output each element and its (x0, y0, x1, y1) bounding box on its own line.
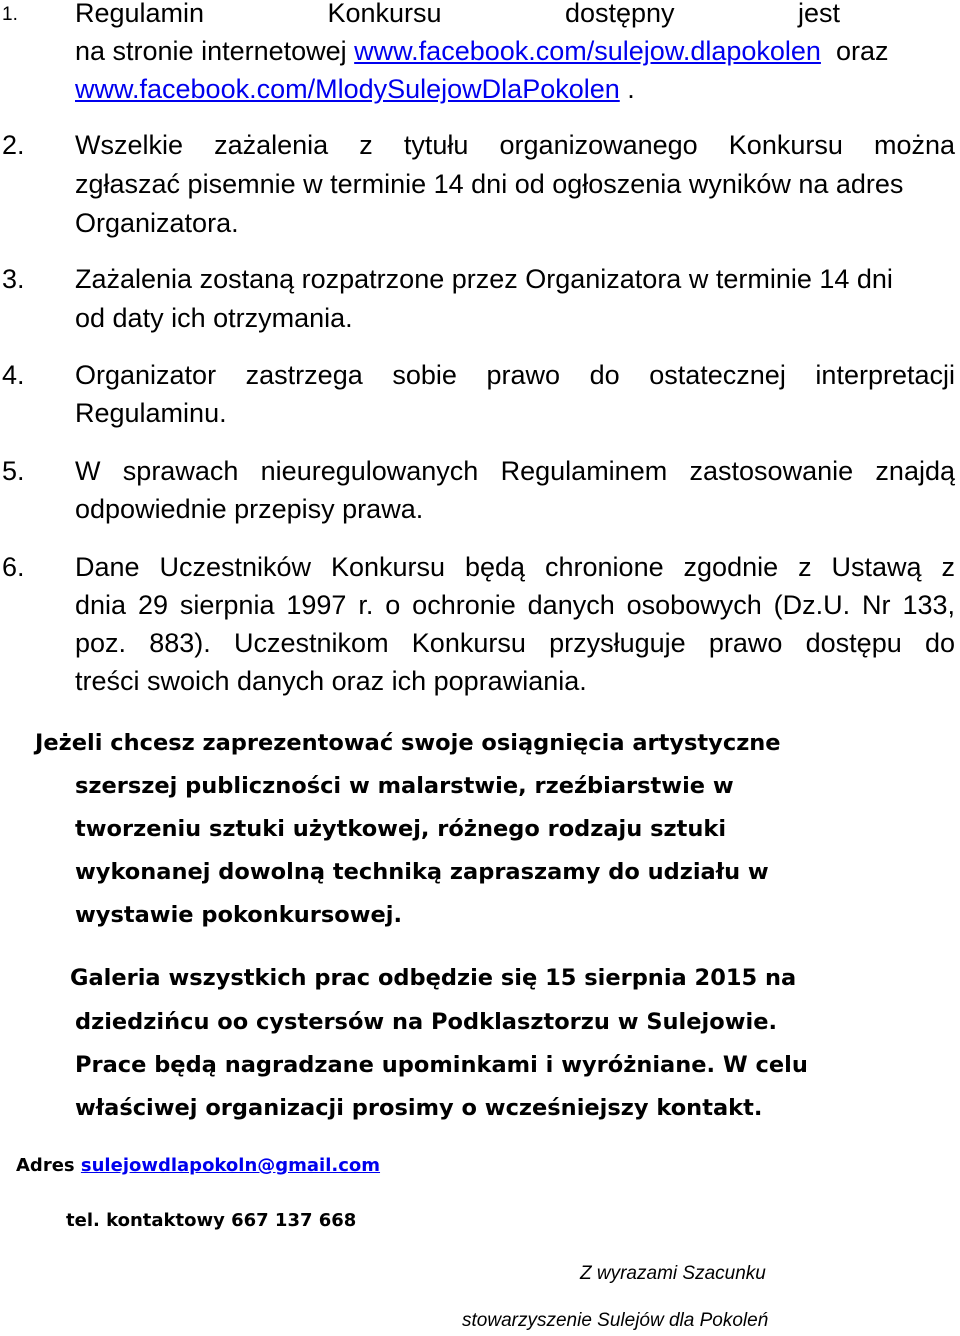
rule-6-line-4: treści swoich danych oraz ich poprawiania. (75, 666, 587, 696)
address-label: Adres (16, 1155, 75, 1176)
signature-organization: stowarzyszenie Sulejów dla Pokoleń (462, 1310, 769, 1331)
gallery-line-2: dziedzińcu oo cystersów na Podklasztorzu w Sulejowie. (75, 1009, 778, 1035)
rule-2-line-1: Wszelkie zażalenia z tytułu organizowanego Konkursu można (75, 130, 955, 160)
rule-2-line-3: Organizatora. (75, 208, 239, 238)
invitation-line-1: Jeżeli chcesz zaprezentować swoje osiągnięcia artystyczne (35, 730, 781, 756)
rule-3-line-2: od daty ich otrzymania. (75, 303, 353, 333)
invitation-line-5: wystawie pokonkursowej. (75, 902, 403, 928)
gallery-line-1: Galeria wszystkich prac odbędzie się 15 sierpnia 2015 na (70, 965, 797, 991)
rule-4-number: 4. (2, 360, 25, 390)
rule-1-number: 1. (2, 4, 18, 25)
invitation-line-4: wykonanej dowolną techniką zapraszamy do udziału w (75, 859, 769, 885)
rule-6-number: 6. (2, 552, 25, 582)
contact-phone: tel. kontaktowy 667 137 668 (66, 1210, 357, 1231)
rule-6-line-2: dnia 29 sierpnia 1997 r. o ochronie danych osobowych (Dz.U. Nr 133, (75, 590, 955, 620)
facebook-link-sulejow[interactable]: www.facebook.com/sulejow.dlapokolen (354, 36, 821, 66)
rule-5-line-2: odpowiednie przepisy prawa. (75, 494, 424, 524)
facebook-link-mlody-sulejow[interactable]: www.facebook.com/MlodySulejowDlaPokolen (75, 74, 620, 104)
rule-3-line-1: Zażalenia zostaną rozpatrzone przez Organizatora w terminie 14 dni (75, 264, 893, 294)
rule-6-line-1: Dane Uczestników Konkursu będą chronione zgodnie z Ustawą z (75, 552, 955, 582)
rule-3-number: 3. (2, 264, 25, 294)
signature-greeting: Z wyrazami Szacunku (580, 1263, 766, 1284)
gallery-line-4: właściwej organizacji prosimy o wcześniejszy kontakt. (75, 1095, 763, 1121)
rule-1-line-1: Regulamin Konkursu dostępny jest (75, 0, 840, 28)
rule-6-line-3: poz. 883). Uczestnikom Konkursu przysługuje prawo dostępu do (75, 628, 955, 658)
rule-2-line-2: zgłaszać pisemnie w terminie 14 dni od ogłoszenia wyników na adres (75, 169, 904, 199)
rule-5-number: 5. (2, 456, 25, 486)
invitation-line-3: tworzeniu sztuki użytkowej, różnego rodzaju sztuki (75, 816, 727, 842)
rule-5-line-1: W sprawach nieuregulowanych Regulaminem zastosowanie znajdą (75, 456, 955, 486)
rule-4-line-1: Organizator zastrzega sobie prawo do ostatecznej interpretacji (75, 360, 955, 390)
rule-2-number: 2. (2, 130, 25, 160)
invitation-line-2: szerszej publiczności w malarstwie, rzeźbiarstwie w (75, 773, 734, 799)
gallery-line-3: Prace będą nagradzane upominkami i wyróżniane. W celu (75, 1052, 808, 1078)
email-link[interactable]: sulejowdlapokoln@gmail.com (80, 1155, 381, 1176)
rule-1-line-2: na stronie internetowej www.facebook.com/sulejow.dlapokolen oraz (75, 36, 889, 66)
contact-address (16, 1154, 380, 1178)
rule-1-line-3: www.facebook.com/MlodySulejowDlaPokolen . (75, 74, 635, 104)
rule-4-line-2: Regulaminu. (75, 398, 227, 428)
